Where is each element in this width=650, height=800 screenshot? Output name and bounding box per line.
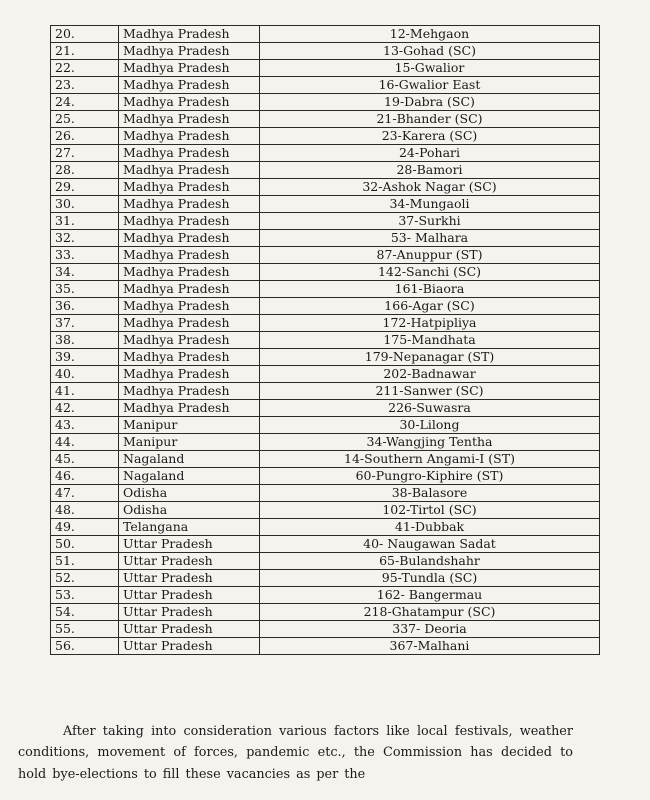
table-row (51, 145, 600, 162)
table-row (51, 451, 600, 468)
constituency-cell: 367-Malhani (260, 638, 600, 655)
bye-election-seats-table (50, 25, 600, 655)
constituency-cell: 179-Nepanagar (ST) (260, 349, 600, 366)
state-cell: Uttar Pradesh (119, 553, 260, 570)
constituency-cell: 21-Bhander (SC) (260, 111, 600, 128)
state-cell: Madhya Pradesh (119, 196, 260, 213)
constituency-cell: 172-Hatpipliya (260, 315, 600, 332)
constituency-cell: 211-Sanwer (SC) (260, 383, 600, 400)
table-row (51, 383, 600, 400)
serial-number-cell: 40. (51, 366, 119, 383)
constituency-cell: 24-Pohari (260, 145, 600, 162)
serial-number-cell: 46. (51, 468, 119, 485)
constituency-cell: 15-Gwalior (260, 60, 600, 77)
serial-number-cell: 21. (51, 43, 119, 60)
state-cell: Uttar Pradesh (119, 587, 260, 604)
constituency-cell: 19-Dabra (SC) (260, 94, 600, 111)
table-row (51, 553, 600, 570)
constituency-cell: 60-Pungro-Kiphire (ST) (260, 468, 600, 485)
table-row (51, 247, 600, 264)
table-row (51, 349, 600, 366)
constituency-cell: 166-Agar (SC) (260, 298, 600, 315)
serial-number-cell: 44. (51, 434, 119, 451)
table-row (51, 587, 600, 604)
serial-number-cell: 55. (51, 621, 119, 638)
state-cell: Madhya Pradesh (119, 315, 260, 332)
serial-number-cell: 30. (51, 196, 119, 213)
serial-number-cell: 53. (51, 587, 119, 604)
serial-number-cell: 24. (51, 94, 119, 111)
constituency-cell: 37-Surkhi (260, 213, 600, 230)
table-row (51, 570, 600, 587)
serial-number-cell: 26. (51, 128, 119, 145)
state-cell: Madhya Pradesh (119, 332, 260, 349)
table-row (51, 94, 600, 111)
state-cell: Uttar Pradesh (119, 638, 260, 655)
state-cell: Madhya Pradesh (119, 179, 260, 196)
constituency-cell: 202-Badnawar (260, 366, 600, 383)
serial-number-cell: 49. (51, 519, 119, 536)
state-cell: Madhya Pradesh (119, 281, 260, 298)
table-row (51, 485, 600, 502)
state-cell: Madhya Pradesh (119, 298, 260, 315)
constituency-cell: 218-Ghatampur (SC) (260, 604, 600, 621)
serial-number-cell: 20. (51, 26, 119, 43)
state-cell: Madhya Pradesh (119, 145, 260, 162)
state-cell: Madhya Pradesh (119, 247, 260, 264)
serial-number-cell: 42. (51, 400, 119, 417)
state-cell: Telangana (119, 519, 260, 536)
table-row (51, 468, 600, 485)
constituency-cell: 53- Malhara (260, 230, 600, 247)
table-row (51, 213, 600, 230)
body-paragraph: After taking into consideration various factors like local festivals, weather conditions, movement of forces, pandemic etc., the Commission has decided to hold bye-elections to fill these vacancies as per the (18, 723, 573, 782)
state-cell: Odisha (119, 502, 260, 519)
constituency-cell: 161-Biaora (260, 281, 600, 298)
state-cell: Madhya Pradesh (119, 60, 260, 77)
table-row (51, 77, 600, 94)
constituency-cell: 38-Balasore (260, 485, 600, 502)
state-cell: Madhya Pradesh (119, 213, 260, 230)
serial-number-cell: 52. (51, 570, 119, 587)
serial-number-cell: 37. (51, 315, 119, 332)
serial-number-cell: 22. (51, 60, 119, 77)
serial-number-cell: 23. (51, 77, 119, 94)
constituency-cell: 12-Mehgaon (260, 26, 600, 43)
constituency-cell: 87-Anuppur (ST) (260, 247, 600, 264)
serial-number-cell: 38. (51, 332, 119, 349)
constituency-cell: 32-Ashok Nagar (SC) (260, 179, 600, 196)
table-row (51, 536, 600, 553)
serial-number-cell: 27. (51, 145, 119, 162)
constituency-cell: 16-Gwalior East (260, 77, 600, 94)
serial-number-cell: 45. (51, 451, 119, 468)
table-row (51, 179, 600, 196)
state-cell: Madhya Pradesh (119, 128, 260, 145)
state-cell: Manipur (119, 434, 260, 451)
table-row (51, 196, 600, 213)
serial-number-cell: 34. (51, 264, 119, 281)
table-row (51, 43, 600, 60)
constituency-cell: 162- Bangermau (260, 587, 600, 604)
table-row (51, 315, 600, 332)
table-row (51, 400, 600, 417)
serial-number-cell: 32. (51, 230, 119, 247)
state-cell: Madhya Pradesh (119, 77, 260, 94)
state-cell: Madhya Pradesh (119, 26, 260, 43)
constituency-cell: 95-Tundla (SC) (260, 570, 600, 587)
serial-number-cell: 48. (51, 502, 119, 519)
state-cell: Uttar Pradesh (119, 621, 260, 638)
state-cell: Uttar Pradesh (119, 570, 260, 587)
serial-number-cell: 29. (51, 179, 119, 196)
table-row (51, 162, 600, 179)
serial-number-cell: 54. (51, 604, 119, 621)
constituency-cell: 30-Lilong (260, 417, 600, 434)
constituency-cell: 40- Naugawan Sadat (260, 536, 600, 553)
state-cell: Uttar Pradesh (119, 604, 260, 621)
constituency-cell: 337- Deoria (260, 621, 600, 638)
table-body (51, 26, 600, 655)
constituency-cell: 41-Dubbak (260, 519, 600, 536)
table-row (51, 621, 600, 638)
constituency-cell: 142-Sanchi (SC) (260, 264, 600, 281)
state-cell: Madhya Pradesh (119, 230, 260, 247)
state-cell: Odisha (119, 485, 260, 502)
serial-number-cell: 33. (51, 247, 119, 264)
table-row (51, 519, 600, 536)
constituency-cell: 102-Tirtol (SC) (260, 502, 600, 519)
constituency-cell: 34-Mungaoli (260, 196, 600, 213)
constituency-cell: 65-Bulandshahr (260, 553, 600, 570)
serial-number-cell: 51. (51, 553, 119, 570)
state-cell: Madhya Pradesh (119, 94, 260, 111)
serial-number-cell: 47. (51, 485, 119, 502)
state-cell: Nagaland (119, 451, 260, 468)
state-cell: Nagaland (119, 468, 260, 485)
state-cell: Madhya Pradesh (119, 366, 260, 383)
serial-number-cell: 28. (51, 162, 119, 179)
constituency-cell: 14-Southern Angami-I (ST) (260, 451, 600, 468)
constituency-cell: 226-Suwasra (260, 400, 600, 417)
constituency-cell: 23-Karera (SC) (260, 128, 600, 145)
serial-number-cell: 56. (51, 638, 119, 655)
serial-number-cell: 39. (51, 349, 119, 366)
table-row (51, 230, 600, 247)
table-row (51, 298, 600, 315)
table-row (51, 638, 600, 655)
table-row (51, 604, 600, 621)
serial-number-cell: 43. (51, 417, 119, 434)
constituency-cell: 34-Wangjing Tentha (260, 434, 600, 451)
constituency-cell: 175-Mandhata (260, 332, 600, 349)
table-row (51, 417, 600, 434)
serial-number-cell: 31. (51, 213, 119, 230)
state-cell: Madhya Pradesh (119, 349, 260, 366)
serial-number-cell: 35. (51, 281, 119, 298)
state-cell: Madhya Pradesh (119, 43, 260, 60)
table-row (51, 281, 600, 298)
constituency-cell: 28-Bamori (260, 162, 600, 179)
state-cell: Madhya Pradesh (119, 162, 260, 179)
serial-number-cell: 25. (51, 111, 119, 128)
state-cell: Madhya Pradesh (119, 400, 260, 417)
state-cell: Madhya Pradesh (119, 264, 260, 281)
state-cell: Uttar Pradesh (119, 536, 260, 553)
constituency-cell: 13-Gohad (SC) (260, 43, 600, 60)
table-row (51, 332, 600, 349)
table-row (51, 366, 600, 383)
state-cell: Madhya Pradesh (119, 383, 260, 400)
table-row (51, 111, 600, 128)
state-cell: Madhya Pradesh (119, 111, 260, 128)
state-cell: Manipur (119, 417, 260, 434)
table-row (51, 26, 600, 43)
serial-number-cell: 50. (51, 536, 119, 553)
table-row (51, 60, 600, 77)
table-row (51, 434, 600, 451)
table-row (51, 502, 600, 519)
table-row (51, 264, 600, 281)
serial-number-cell: 41. (51, 383, 119, 400)
serial-number-cell: 36. (51, 298, 119, 315)
table-row (51, 128, 600, 145)
